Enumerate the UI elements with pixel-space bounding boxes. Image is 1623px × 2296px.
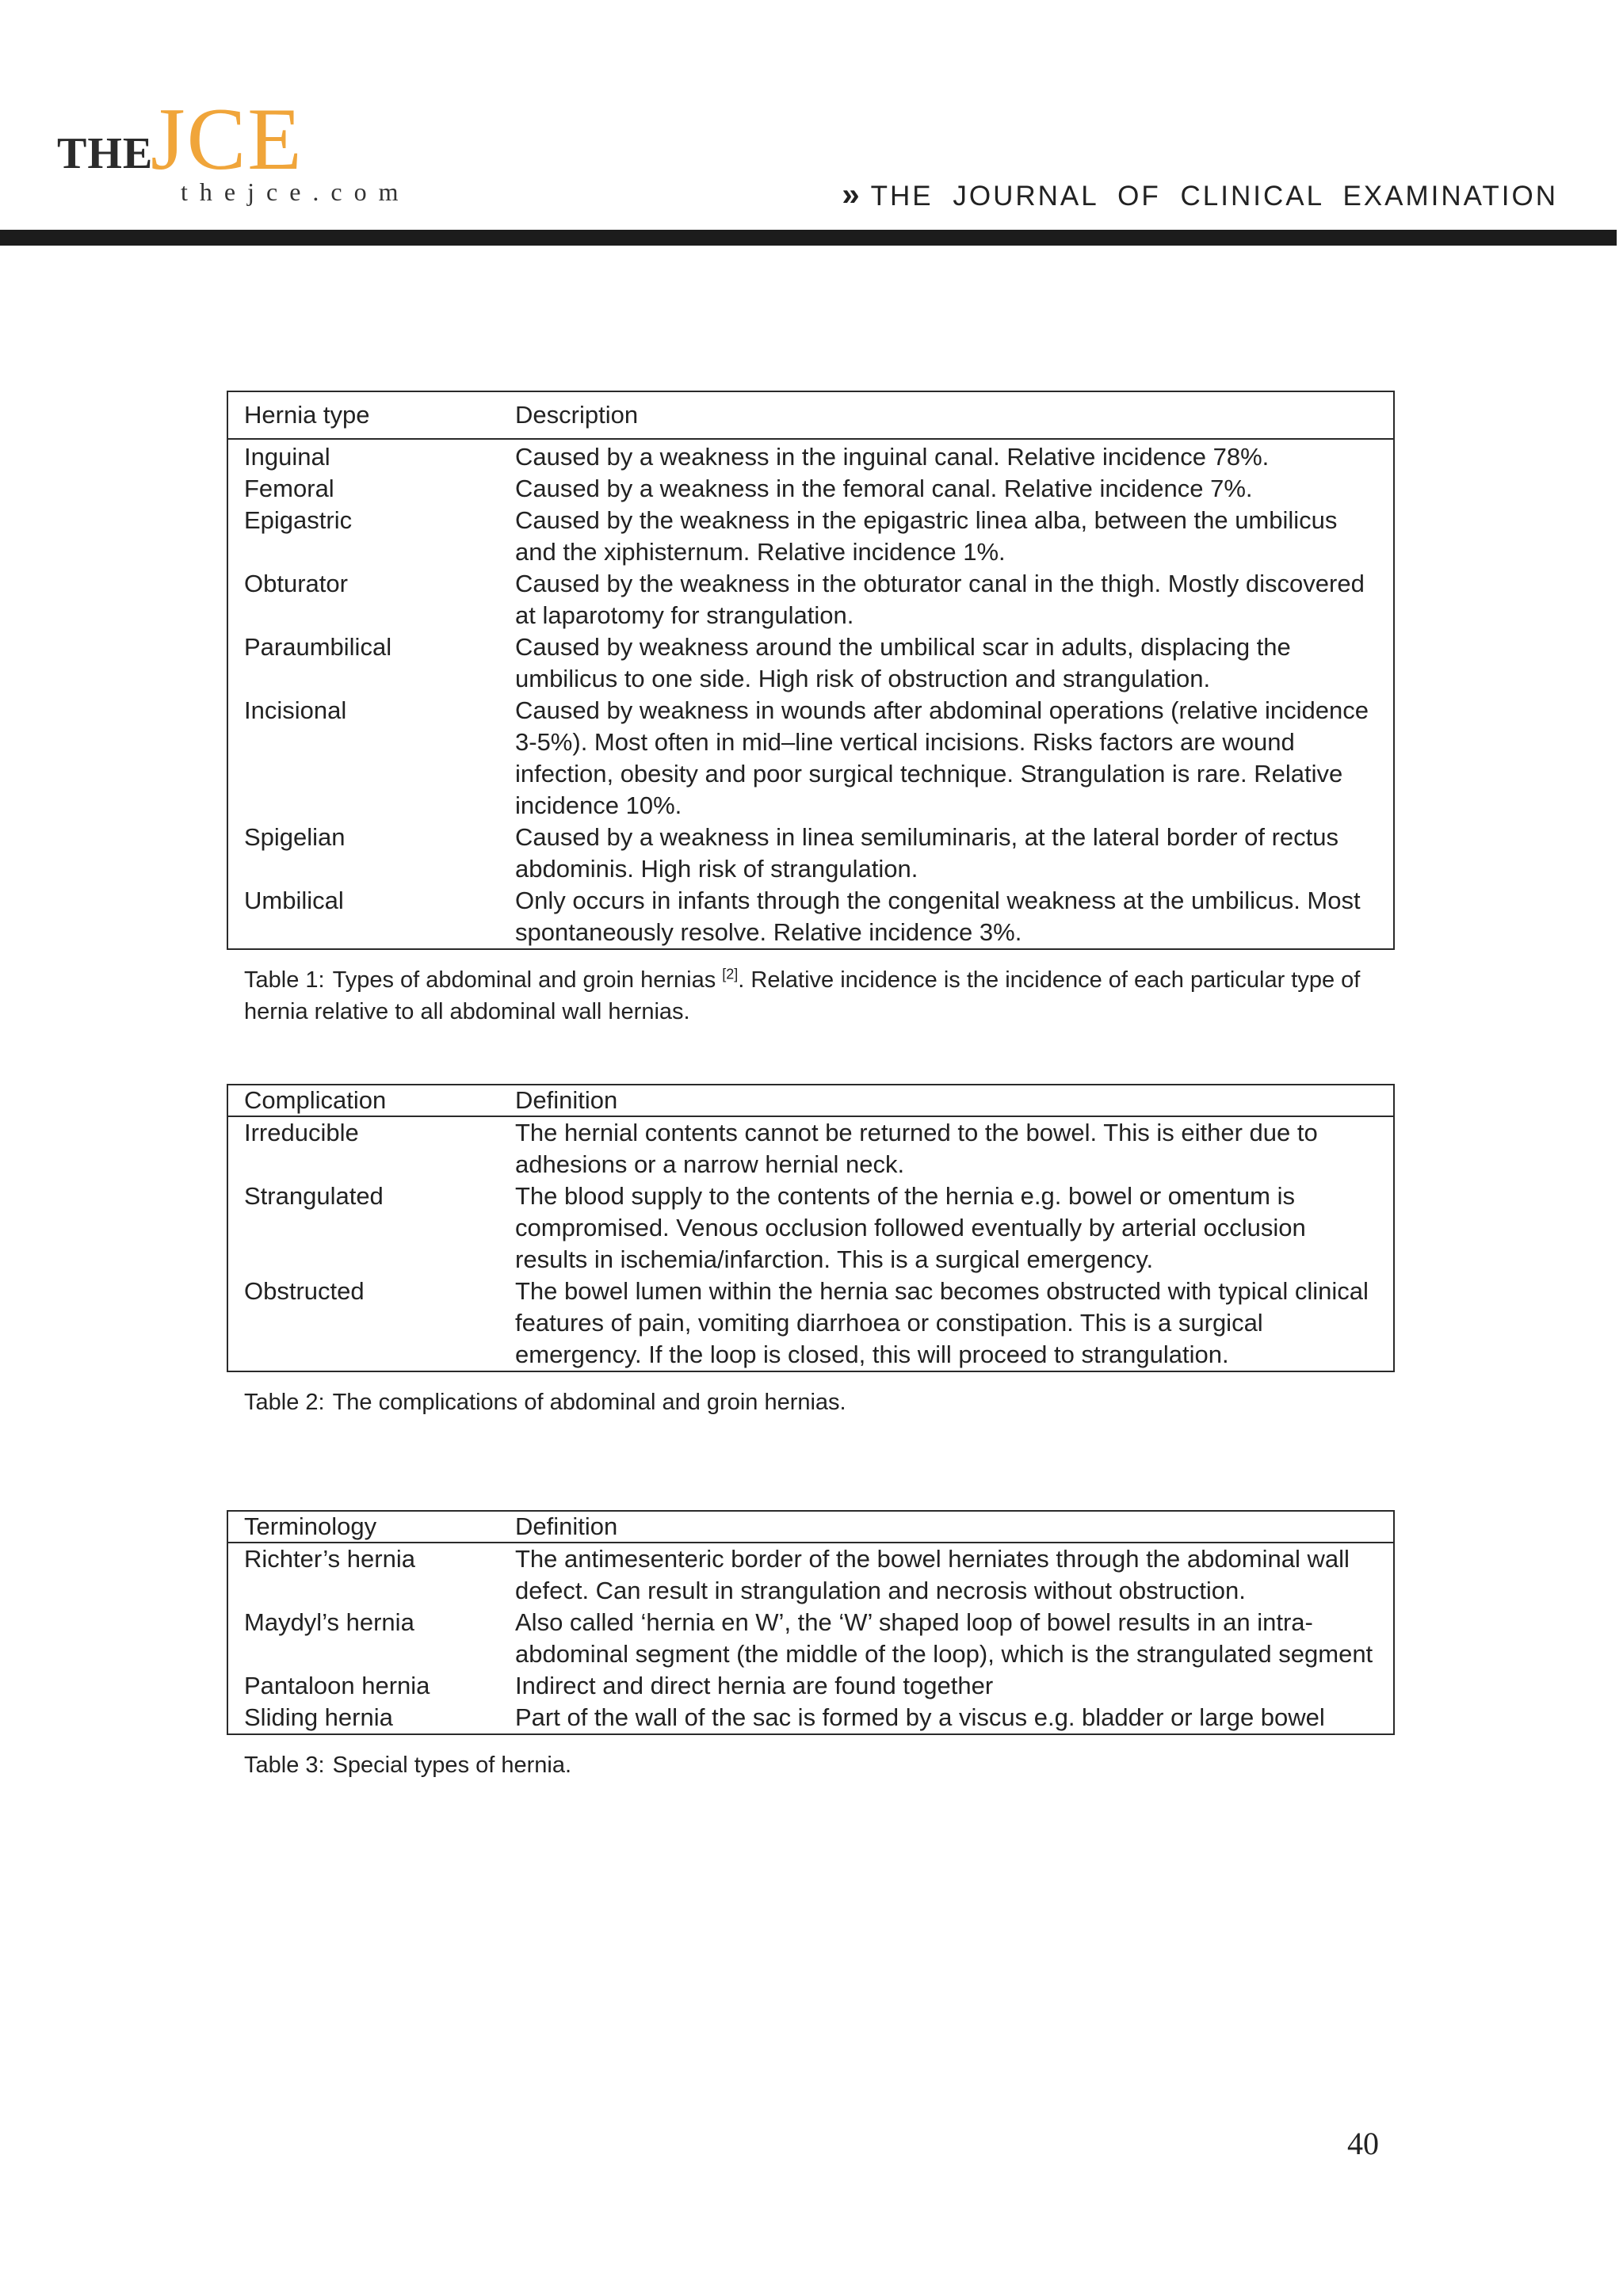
row-definition: The bowel lumen within the hernia sac becomes obstructed with typical clinical features of pain, vomiting diarrhoea or constipation. This is a surgical emergency. If the loop is closed, this will proceed to strangulation. [515,1277,1369,1368]
complications-table [227,1084,1395,1372]
table-row [228,441,1393,473]
caption-text: The complications of abdominal and groin hernias. [332,1390,846,1415]
row-definition: Caused by a weakness in the femoral canal. Relative incidence 7%. [515,475,1253,502]
header-cell: Terminology [244,1512,377,1540]
table-1-block [227,391,1395,1028]
row-definition: Caused by weakness in wounds after abdominal operations (relative incidence 3-5%). Most often in mid–line vertical incisions. Risks factors are wound infection, obesity and poor surgical technique. Strangulation is rare. Relative incidence 10%. [515,696,1369,819]
row-definition: The antimesenteric border of the bowel herniates through the abdominal wall defect. Can result in strangulation and necrosis without obstruction. [515,1545,1350,1604]
row-term: Obturator [244,570,348,597]
journal-name-text: THE JOURNAL OF CLINICAL EXAMINATION [870,181,1558,212]
table-row [228,505,1393,568]
row-definition: The hernial contents cannot be returned to the bowel. This is either due to adhesions or a narrow hernial neck. [515,1119,1318,1178]
table-row [228,822,1393,885]
caption-label: Table 2: [244,1390,325,1415]
table-header [228,392,1393,440]
special-hernia-types-table [227,1510,1395,1735]
header-cell: Definition [515,1086,618,1114]
table-row [228,1543,1393,1607]
table-row [228,1117,1393,1180]
table-3-block [227,1510,1395,1781]
table-body [228,1543,1393,1733]
row-definition: Caused by the weakness in the obturator canal in the thigh. Mostly discovered at laparotomy for strangulation. [515,570,1365,629]
caption-text: Special types of hernia. [332,1753,572,1778]
row-term: Spigelian [244,823,346,851]
logo-site: thejce.com [181,177,411,206]
caption-label: Table 1: [244,967,325,993]
table-row [228,1276,1393,1371]
table-row [228,568,1393,631]
table-row [228,1702,1393,1733]
hernia-types-table [227,391,1395,950]
row-term: Epigastric [244,506,353,534]
table-row [228,885,1393,948]
table-body [228,1117,1393,1371]
row-term: Irreducible [244,1119,359,1146]
table-2-block [227,1084,1395,1418]
table-row [228,1180,1393,1276]
row-term: Richter’s hernia [244,1545,415,1573]
caption-label: Table 3: [244,1753,325,1778]
table-row [228,631,1393,695]
row-term: Incisional [244,696,347,724]
row-term: Femoral [244,475,334,502]
table-header [228,1085,1393,1117]
row-definition: Indirect and direct hernia are found together [515,1672,994,1699]
header-cell: Definition [515,1512,618,1540]
row-term: Inguinal [244,443,330,471]
row-term: Obstructed [244,1277,365,1305]
row-term: Maydyl’s hernia [244,1608,414,1636]
row-definition: Only occurs in infants through the congenital weakness at the umbilicus. Most spontaneously resolve. Relative incidence 3%. [515,887,1361,946]
page-number: 40 [1347,2126,1379,2161]
row-definition: Caused by the weakness in the epigastric linea alba, between the umbilicus and the xiphisternum. Relative incidence 1%. [515,506,1338,566]
caption-text-rest: . Relative incidence is the incidence of each particular type of hernia relative to all abdominal wall hernias. [244,967,1361,1024]
row-definition: Caused by a weakness in linea semiluminaris, at the lateral border of rectus abdominis. High risk of strangulation. [515,823,1339,883]
logo-jce: JCE [151,90,304,189]
table-header [228,1512,1393,1543]
row-definition: Caused by weakness around the umbilical scar in adults, displacing the umbilicus to one side. High risk of obstruction and strangulation. [515,633,1291,692]
logo-the: THE [57,129,154,178]
table-row [228,695,1393,822]
table-1-caption [227,964,1395,1028]
row-term: Sliding hernia [244,1703,393,1731]
chevron-icon: » [842,177,855,212]
table-3-caption [227,1749,1395,1781]
journal-logo [57,90,422,206]
header-cell: Complication [244,1086,387,1114]
table-2-caption [227,1386,1395,1418]
row-term: Strangulated [244,1182,384,1210]
table-body [228,440,1393,948]
row-definition: The blood supply to the contents of the hernia e.g. bowel or omentum is compromised. Venous occlusion followed eventually by arterial occlusion results in ischemia/infarction. This is a surgical emergency. [515,1182,1306,1273]
row-definition: Also called ‘hernia en W’, the ‘W’ shaped loop of bowel results in an intra-abdominal segment (the middle of the loop), which is the strangulated segment [515,1608,1373,1668]
header-cell: Hernia type [244,401,370,429]
row-definition: Part of the wall of the sac is formed by a viscus e.g. bladder or large bowel [515,1703,1325,1731]
header-cell: Description [515,401,639,429]
row-term: Pantaloon hernia [244,1672,430,1699]
row-definition: Caused by a weakness in the inguinal canal. Relative incidence 78%. [515,443,1270,471]
citation-ref: [2] [722,966,739,982]
journal-name [842,177,1558,213]
row-term: Paraumbilical [244,633,392,661]
table-row [228,1670,1393,1702]
table-row [228,473,1393,505]
table-row [228,1607,1393,1670]
header-rule [0,230,1617,246]
row-term: Umbilical [244,887,344,914]
caption-text: Types of abdominal and groin hernias [332,967,716,993]
